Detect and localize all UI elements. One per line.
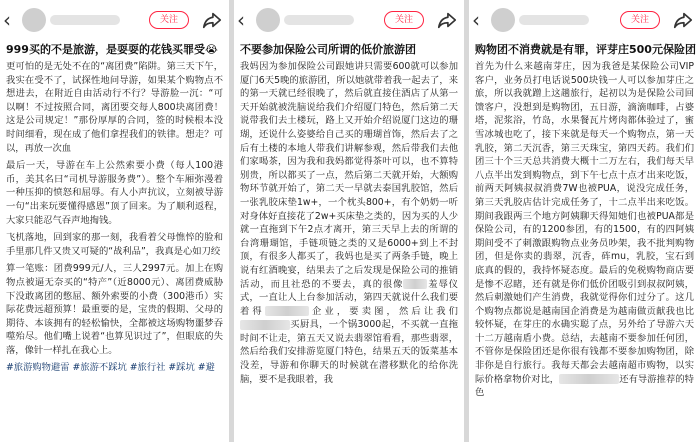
avatar[interactable] [22, 8, 46, 32]
post-body [234, 58, 464, 386]
post-header [234, 0, 464, 40]
post-paragraph: 更可怕的是无处不在的“离团费”陷阱。第三天下午，我实在受不了，试探性地问导游，如果某个购物点不想进去，在附近自由活动行不行？导游脸一沉：“可以啊！不过按照合同，离团要交每人800块离团费！这是公司规定！”那份厚厚的合同，签的时候根本没时间细看，现在成了他们拿捏我们的铁律。想走？可以，再放一次血 [6, 61, 223, 154]
post-panel-2 [234, 0, 464, 442]
author-name-blurred[interactable] [284, 15, 354, 25]
post-header [469, 0, 700, 40]
post-title: 购物团不消费就是有罪，评芽庄500元保险团 [475, 43, 696, 56]
redacted-text [265, 306, 309, 316]
author-name-blurred[interactable] [50, 15, 120, 25]
post-text: 首先为什么来越南芽庄，因为我爸是某保险公司VIP客户，业务员打电话说500块钱一人可以参加芽庄之旅，所以我就蹭上这趟旅行，起初以为是保险公司回馈客户，没想到是购物团，五日游，滴滴咖啡，占婆塔，泥浆浴，竹岛，水果餐瓦片烤肉都体验过了，蜜雪冰城也吃了，接下来就是每天一个购物点，第一天乳胶，第二天沉香，第三天珠宝，第四天药。我们们团三十个三天总共消费大概十二万左右，我们每天早八点半出发到购物点，到下午七点十点才出来吃饭，前两天阿姨叔叔消费7W也被PUA，说没完成任务，第三天乳胶店估计完成任务了，十二点半出来吃饭。期间我跟两三个地方阿姨聊天得知她们也被PUA都是保险公司，有的1200参团，有的1500，有的四阿姨期间受不了刺激跟购物点业务员吵架，我不批判购物团，但是你卖的翡翠，沉香，砗mu，乳胶，宝石到底真的假的，我持怀疑态度。最后的免税购物商店要是惨不忍睹，还有就是你们低价团吸引到叔叔阿姨，然后刺激她们产生消费，我就觉得你们过分了。这几个购物点都说是越南国企消费是为越南做贡献我也比较怀疑，在芽庄的水确实聪了点，另外给了导游六天十二万越南盾小费。总结，去越南不要参加任何团，不管你是保险团还是你很有钱都不要参加购物团，除非你是自行旅行。我每天都会去越南超市购物，以实际价格拿物价对比， [475, 61, 694, 385]
post-text: 我妈因为参加保险公司跟她讲只需要600就可以参加厦门6天5晚的旅游团，所以她就带着我一起去了，来的第一天就已经很晚了，然后就直接住酒店了从第一天开始就被洗脑说给我们介绍厦门特色，然后第二天说带我们去土楼玩，路上又开始介绍说厦门这边的珊瑚，还说什么姿婆给自己买的珊瑚首饰，然后去了之后有土楼的本地人带我们讲解参观，然后带我们去他们家喝茶，因为我和我妈都觉得茶叶可以，也不算特别贵，所以都买了一点，然后第二天就开始，大额购物环节就开始了，第二天一早就去泰国乳胶馆，然后一张乳胶床垫1w+，一个枕头800+，有个奶奶一听对身体好直接花了2w+买床垫之类的，因为买的人少就一直拖到下午2点才离开，第三天早上去的所谓的台湾珊瑚馆，手链项链之类的又是6000+到上不封顶，有很多人都买了，我妈也是买了两条手链，晚上说有红酒晚宴，结果去了之后发现是保险公司的推销活动，而且社恐的不要去，真的很像 [240, 61, 458, 290]
post-header [0, 0, 229, 40]
redacted-text [559, 374, 619, 384]
share-icon[interactable] [436, 9, 458, 31]
chevron-left-icon[interactable]: ‹ [3, 8, 11, 32]
post-paragraph [475, 60, 694, 400]
share-icon[interactable] [672, 9, 694, 31]
post-title: 999买的不是旅游，是耍耍的花钱买罪受😭 [6, 43, 218, 56]
post-body [469, 58, 700, 400]
post-text: 还有导游推荐的特色 [475, 373, 694, 399]
post-paragraph: 算一笔账：团费999元/人，三人2997元。加上在购物点被逼无奈买的“特产”（近8000元）、离团费威胁下没敢离团的憋屈、额外索要的小费（300港币）实际花费远超预算！最重要的是，宝贵的假期、父母的期待、本该拥有的轻松愉快，全都被这场购物噩梦吞噬殆尽。他们嘴上说着“也算见识过了”，但眼底的失落，像针一样扎在我心上。 [6, 263, 223, 356]
follow-button[interactable]: 关注 [384, 11, 424, 29]
chevron-left-icon[interactable]: ‹ [237, 8, 245, 32]
follow-button[interactable]: 关注 [620, 11, 660, 29]
redacted-text [403, 279, 427, 289]
post-panel-3 [469, 0, 700, 442]
avatar[interactable] [491, 8, 515, 32]
post-paragraph [240, 60, 458, 386]
chevron-left-icon[interactable]: ‹ [472, 8, 480, 32]
post-paragraph: 飞机落地，回到家的那一刻，我看着父母憔悴的脸和手里那几件又贵又可疑的“战利品”，我真是心如刀绞 [6, 232, 223, 257]
post-title: 不要参加保险公司所谓的低价旅游团 [240, 43, 416, 56]
redacted-text [240, 320, 290, 330]
post-text: 企业，要卖图，然后让我们 [308, 305, 458, 317]
hashtag-list[interactable]: #旅游购物避雷 #旅游不踩坑 #旅行社 #踩坑 #避 [6, 362, 215, 374]
follow-button[interactable]: 关注 [149, 11, 189, 29]
post-body [0, 58, 229, 375]
avatar[interactable] [256, 8, 280, 32]
post-text: 买厨具，一个锅3000起，不买就一直拖时间不让走，第五天又说去翡翠馆看看，那些翡翠，然后给我们安排游览厦门特色，结果五天的饭菜基本没差，导游和你聊天的时候就在潜移默化的给你洗脑，要不是我眼着，我 [240, 319, 458, 385]
share-icon[interactable] [201, 9, 223, 31]
author-name-blurred[interactable] [519, 15, 589, 25]
post-text: 羞辱仪式，一直让人上台参加活动，第四天就说什么我们要着得 [240, 278, 458, 317]
post-panel-1 [0, 0, 229, 442]
post-paragraph: 最后一天，导游在车上公然索要小费（每人100港币，美其名曰“司机导游服务费”）。整个车厢弥漫着一种压抑的愤怒和屈辱。有人小声抗议，立刻被导游一句“出来玩要懂得感恩”顶了回来。为了顺利返程，大家只能忍气吞声地掏钱。 [6, 160, 223, 226]
